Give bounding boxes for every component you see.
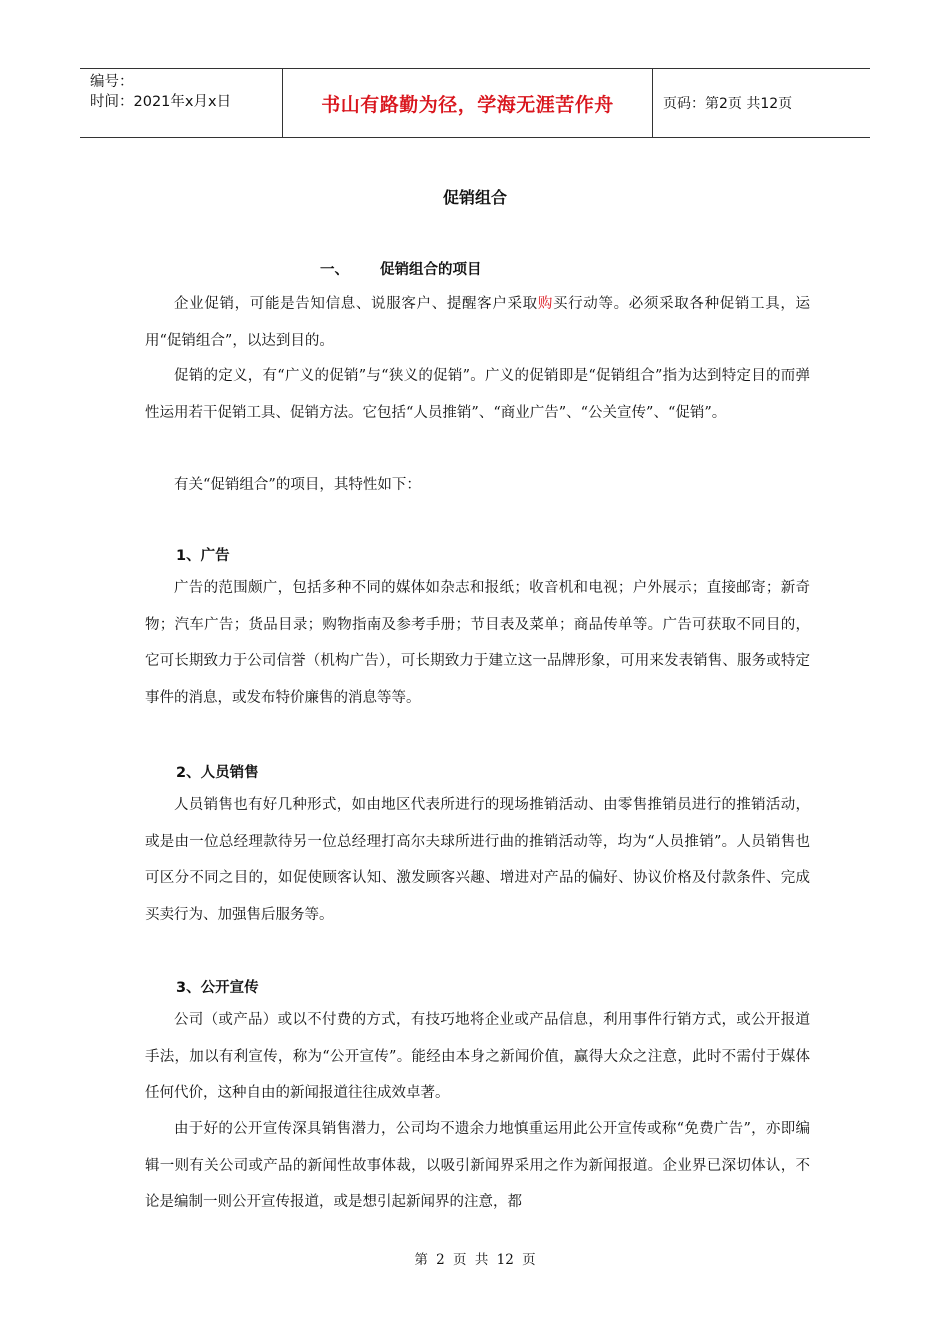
advertising-paragraph: 广告的范围颇广，包括多种不同的媒体如杂志和报纸；收音机和电视；户外展示；直接邮寄；新奇物；汽车广告；货品目录；购物指南及参考手册；节目表及菜单；商品传单等。广告可获取不同目的，它可长期致力于公司信誉（机构广告），可长期致力于建立这一品牌形象，可用来发表销售、服务或特定事件的消息，或发布特价廉售的消息等等。 — [145, 580, 810, 706]
section-heading — [320, 258, 482, 279]
page-header — [80, 68, 870, 138]
subheading-advertising: 1、广告 — [176, 548, 230, 564]
page-title: 促销组合 — [442, 188, 507, 207]
publicity-paragraph-2: 由于好的公开宣传深具销售潜力，公司均不遗余力地慎重运用此公开宣传或称“免费广告”，亦即编辑一则有关公司或产品的新闻性故事体裁，以吸引新闻界采用之作为新闻报道。企业界已深切体认，不论是编制一则公开宣传报道，或是想引起新闻界的注意，都 — [145, 1121, 810, 1210]
intro-paragraph-1 — [145, 286, 810, 359]
intro-paragraph-3: 有关“促销组合”的项目，其特性如下： — [174, 477, 421, 493]
publicity-paragraph-1: 公司（或产品）或以不付费的方式，有技巧地将企业或产品信息，利用事件行销方式，或公开报道手法，加以有利宣传，称为“公开宣传”。能经由本身之新闻价值，赢得大众之注意，此时不需付于媒体任何代价，这种自由的新闻报道往往成效卓著。 — [145, 1012, 810, 1101]
subheading-publicity: 3、公开宣传 — [176, 980, 259, 996]
page-footer: 第 2 页 共 12 页 — [414, 1252, 536, 1268]
header-page-info: 页码：第2页 共12页 — [663, 96, 793, 112]
personal-selling-paragraph: 人员销售也有好几种形式，如由地区代表所进行的现场推销活动、由零售推销员进行的推销活动，或是由一位总经理款待另一位总经理打高尔夫球所进行曲的推销活动等，均为“人员推销”。人员销售也可区分不同之目的，如促使顾客认知、激发顾客兴趣、增进对产品的偏好、协议价格及付款条件、完成买卖行为、加强售后服务等。 — [145, 797, 810, 923]
intro-paragraph-2: 促销的定义，有“广义的促销”与“狭义的促销”。广义的促销即是“促销组合”指为达到特定目的而弹性运用若干促销工具、促销方法。它包括“人员推销”、“商业广告”、“公关宣传”、“促销”。 — [145, 368, 810, 421]
header-motto: 书山有路勤为径，学海无涯苦作舟 — [282, 69, 653, 137]
document-number-label: 编号： — [90, 74, 134, 90]
section-title-text: 促销组合的项目 — [380, 262, 482, 278]
subheading-personal-selling: 2、人员销售 — [176, 765, 259, 781]
intro-text-a: 企业促销，可能是告知信息、说服客户、提醒客户采取 — [174, 296, 538, 312]
intro-text-b: 买行动等。必须采取各种促销工具，运用“促销组合”，以达到目的。 — [145, 296, 811, 349]
section-number: 一、 — [320, 262, 349, 278]
highlighted-character: 购 — [537, 296, 553, 312]
header-meta — [80, 69, 282, 137]
document-date: 时间：2021年x月x日 — [90, 94, 232, 110]
